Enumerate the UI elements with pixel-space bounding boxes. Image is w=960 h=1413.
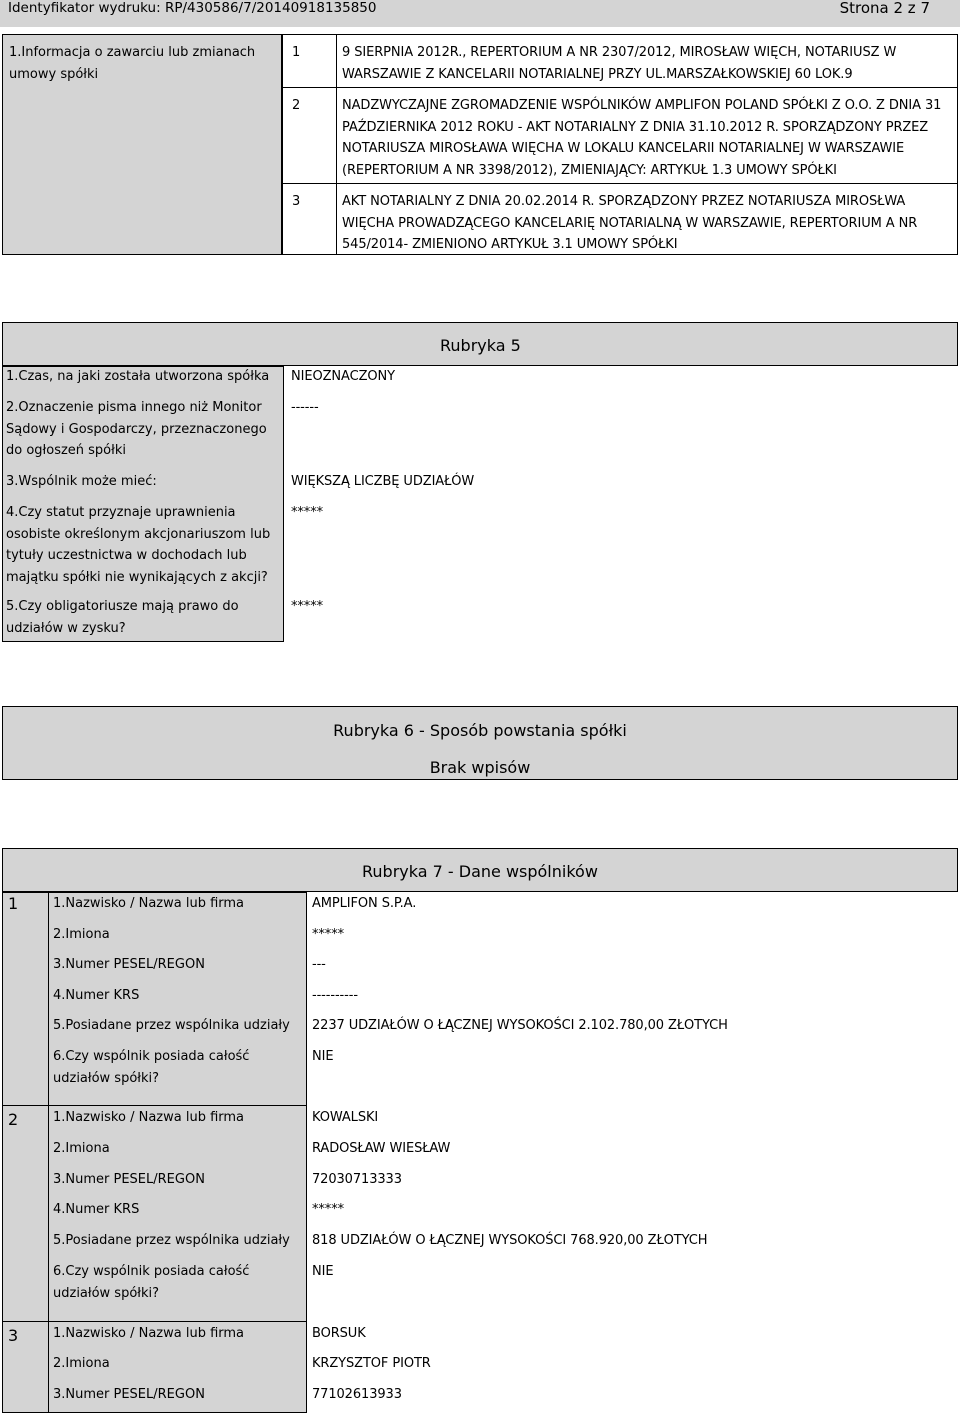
field-label: 2.Imiona — [53, 1356, 110, 1371]
print-header — [0, 0, 960, 27]
field-label: 5.Czy obligatoriusze mają prawo do udziałów w zysku? — [6, 599, 239, 636]
partner-number: 1 — [8, 894, 19, 913]
field-label: 1.Nazwisko / Nazwa lub firma — [53, 896, 245, 911]
field-label: 1.Czas, na jaki została utworzona spółka — [6, 369, 270, 384]
rubryka-6-empty-note: Brak wpisów — [429, 758, 531, 777]
info-entry-no: 2 — [292, 98, 301, 113]
rubryka-5-title: Rubryka 5 — [440, 336, 521, 355]
info-entry-text: NADZWYCZAJNE ZGROMADZENIE WSPÓLNIKÓW AMPLIFON POLAND SPÓŁKI Z O.O. Z DNIA 31 PAŹDZIERNIKA 2012 ROKU - AKT NOTARIALNY Z DNIA 31.10.2012 R. SPORZĄDZONY PRZEZ NOTARIUSZA MIROSŁAWA WIĘCHA W LOKALU KANCELARII NOTARIALNEJ W WARSZAWIE (REPERTORIUM A NR 3398/2012), ZMIENIAJĄCY: ARTYKUŁ 1.3 UMOWY SPÓŁKI — [342, 98, 942, 178]
field-label: 5.Posiadane przez wspólnika udziały — [53, 1018, 290, 1033]
field-label: 6.Czy wspólnik posiada całość udziałów spółki? — [53, 1264, 250, 1301]
field-value: KOWALSKI — [312, 1110, 379, 1125]
field-label: 2.Imiona — [53, 927, 110, 942]
partner-number: 3 — [8, 1326, 19, 1345]
field-value: 818 UDZIAŁÓW O ŁĄCZNEJ WYSOKOŚCI 768.920,00 ZŁOTYCH — [312, 1233, 708, 1248]
field-value: AMPLIFON S.P.A. — [312, 896, 417, 911]
field-value: ***** — [291, 505, 324, 520]
rubryka-6-title: Rubryka 6 - Sposób powstania spółki — [333, 721, 627, 740]
field-value: NIEOZNACZONY — [291, 369, 395, 384]
field-value: ***** — [312, 927, 345, 942]
field-value: ***** — [312, 1202, 345, 1217]
field-value: --- — [312, 957, 326, 972]
field-value: ------ — [291, 400, 319, 415]
field-value: WIĘKSZĄ LICZBĘ UDZIAŁÓW — [291, 474, 475, 489]
field-value: 72030713333 — [312, 1172, 402, 1187]
info-entry-no: 1 — [292, 45, 301, 60]
field-label: 4.Czy statut przyznaje uprawnienia osobiste określonym akcjonariuszom lub tytuły uczestnictwa w dochodach lub majątku spółki nie wynikających z akcji? — [6, 505, 271, 585]
page-number: Strona 2 z 7 — [839, 0, 930, 17]
field-label: 3.Numer PESEL/REGON — [53, 1172, 205, 1187]
field-label: 2.Oznaczenie pisma innego niż Monitor Sądowy i Gospodarczy, przeznaczonego do ogłoszeń spółki — [6, 400, 267, 458]
field-label: 3.Wspólnik może mieć: — [6, 474, 157, 489]
field-label: 5.Posiadane przez wspólnika udziały — [53, 1233, 290, 1248]
field-label: 4.Numer KRS — [53, 1202, 140, 1217]
field-label: 4.Numer KRS — [53, 988, 140, 1003]
field-value: NIE — [312, 1049, 334, 1064]
field-value: KRZYSZTOF PIOTR — [312, 1356, 431, 1371]
rubryka-7-title: Rubryka 7 - Dane wspólników — [362, 862, 598, 881]
field-value: 77102613933 — [312, 1387, 402, 1402]
field-value: ***** — [291, 599, 324, 614]
info-label: 1.Informacja o zawarciu lub zmianach umowy spółki — [9, 45, 256, 82]
field-label: 3.Numer PESEL/REGON — [53, 957, 205, 972]
field-value: BORSUK — [312, 1326, 366, 1341]
field-label: 6.Czy wspólnik posiada całość udziałów spółki? — [53, 1049, 250, 1086]
field-value: 2237 UDZIAŁÓW O ŁĄCZNEJ WYSOKOŚCI 2.102.780,00 ZŁOTYCH — [312, 1018, 728, 1033]
field-value: NIE — [312, 1264, 334, 1279]
partner-number: 2 — [8, 1110, 19, 1129]
info-entry-text: AKT NOTARIALNY Z DNIA 20.02.2014 R. SPORZĄDZONY PRZEZ NOTARIUSZA MIROSŁWA WIĘCHA PROWADZĄCEGO KANCELARIĘ NOTARIALNĄ W WARSZAWIE, REPERTORIUM A NR 545/2014- ZMIENIONO ARTYKUŁ 3.1 UMOWY SPÓŁKI — [342, 194, 918, 252]
print-identifier: Identyfikator wydruku: RP/430586/7/20140918135850 — [8, 0, 377, 16]
info-entry-text: 9 SIERPNIA 2012R., REPERTORIUM A NR 2307/2012, MIROSŁAW WIĘCH, NOTARIUSZ W WARSZAWIE Z KANCELARII NOTARIALNEJ PRZY UL.MARSZAŁKOWSKIEJ 60 LOK.9 — [342, 45, 897, 82]
info-entry-no: 3 — [292, 194, 301, 209]
field-label: 3.Numer PESEL/REGON — [53, 1387, 205, 1402]
field-label: 2.Imiona — [53, 1141, 110, 1156]
field-label: 1.Nazwisko / Nazwa lub firma — [53, 1326, 245, 1341]
field-label: 1.Nazwisko / Nazwa lub firma — [53, 1110, 245, 1125]
field-value: ---------- — [312, 988, 358, 1003]
field-value: RADOSŁAW WIESŁAW — [312, 1141, 451, 1156]
